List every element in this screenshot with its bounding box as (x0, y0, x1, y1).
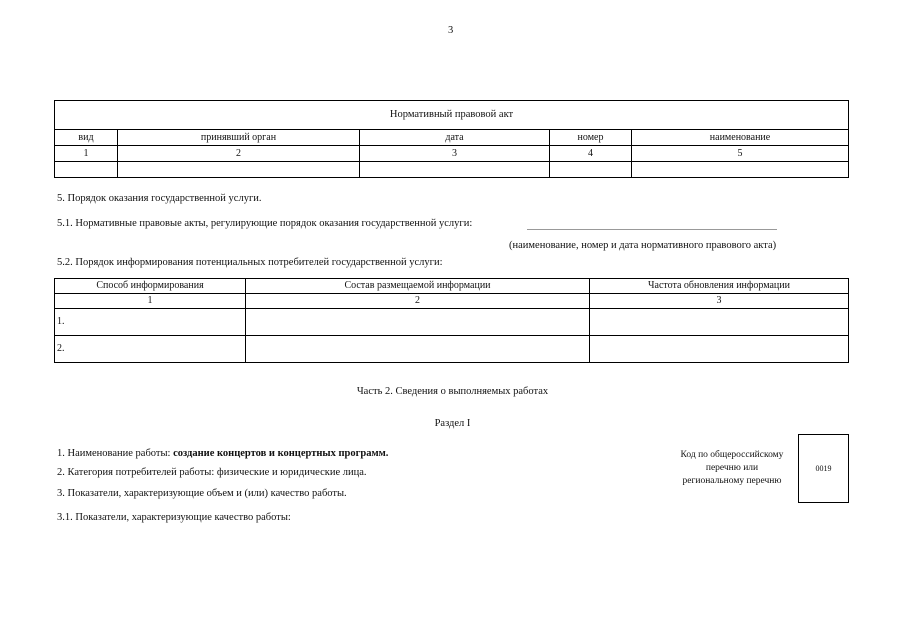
empty-cell (246, 309, 590, 336)
empty-cell (55, 162, 118, 178)
col-number-5: 5 (632, 146, 849, 162)
section5-1-text: 5.1. Нормативные правовые акты, регулирующие порядок оказания государственной услуги: (57, 218, 473, 229)
header-name: наименование (632, 130, 849, 146)
empty-cell (550, 162, 632, 178)
col-number-3: 3 (590, 294, 849, 309)
normative-act-table (54, 100, 849, 178)
code-label (668, 449, 796, 488)
col-number-3: 3 (360, 146, 550, 162)
section5-1-caption: (наименование, номер и дата нормативного правового акта) (509, 240, 777, 251)
empty-cell (590, 336, 849, 363)
code-value: 0019 (815, 464, 832, 473)
code-box (798, 434, 849, 503)
code-label-line2: перечню или (705, 463, 759, 473)
item1-label: 1. Наименование работы: (57, 448, 174, 459)
code-label-line1: Код по общероссийскому (680, 450, 784, 460)
code-label-line3: региональному перечню (682, 476, 782, 486)
col-number-2: 2 (118, 146, 360, 162)
item3-1: 3.1. Показатели, характеризующие качество работы: (57, 512, 291, 523)
section5-2-text: 5.2. Порядок информирования потенциальных потребителей государственной услуги: (57, 257, 443, 268)
part2-title: Часть 2. Сведения о выполняемых работах (356, 386, 549, 397)
normative-act-title: Нормативный правовой акт (55, 101, 849, 130)
empty-cell (360, 162, 550, 178)
item1 (57, 448, 388, 459)
act-underline (527, 229, 777, 230)
item2: 2. Категория потребителей работы: физические и юридические лица. (57, 467, 367, 478)
informing-table (54, 278, 849, 363)
row-label-1: 1. (55, 309, 246, 336)
header-date: дата (360, 130, 550, 146)
empty-cell (246, 336, 590, 363)
header-frequency: Частота обновления информации (590, 279, 849, 294)
header-organ: принявший орган (118, 130, 360, 146)
col-number-1: 1 (55, 146, 118, 162)
item3: 3. Показатели, характеризующие объем и (или) качество работы. (57, 488, 347, 499)
section-title: Раздел I (434, 418, 471, 429)
col-number-1: 1 (55, 294, 246, 309)
item1-value: создание концертов и концертных программ. (173, 448, 389, 459)
empty-cell (590, 309, 849, 336)
page-number: 3 (448, 25, 454, 36)
header-content: Состав размещаемой информации (246, 279, 590, 294)
header-vid: вид (55, 130, 118, 146)
row-label-2: 2. (55, 336, 246, 363)
empty-cell (118, 162, 360, 178)
col-number-4: 4 (550, 146, 632, 162)
empty-cell (632, 162, 849, 178)
col-number-2: 2 (246, 294, 590, 309)
header-method: Способ информирования (55, 279, 246, 294)
section5-heading: 5. Порядок оказания государственной услуги. (57, 193, 262, 204)
header-number: номер (550, 130, 632, 146)
